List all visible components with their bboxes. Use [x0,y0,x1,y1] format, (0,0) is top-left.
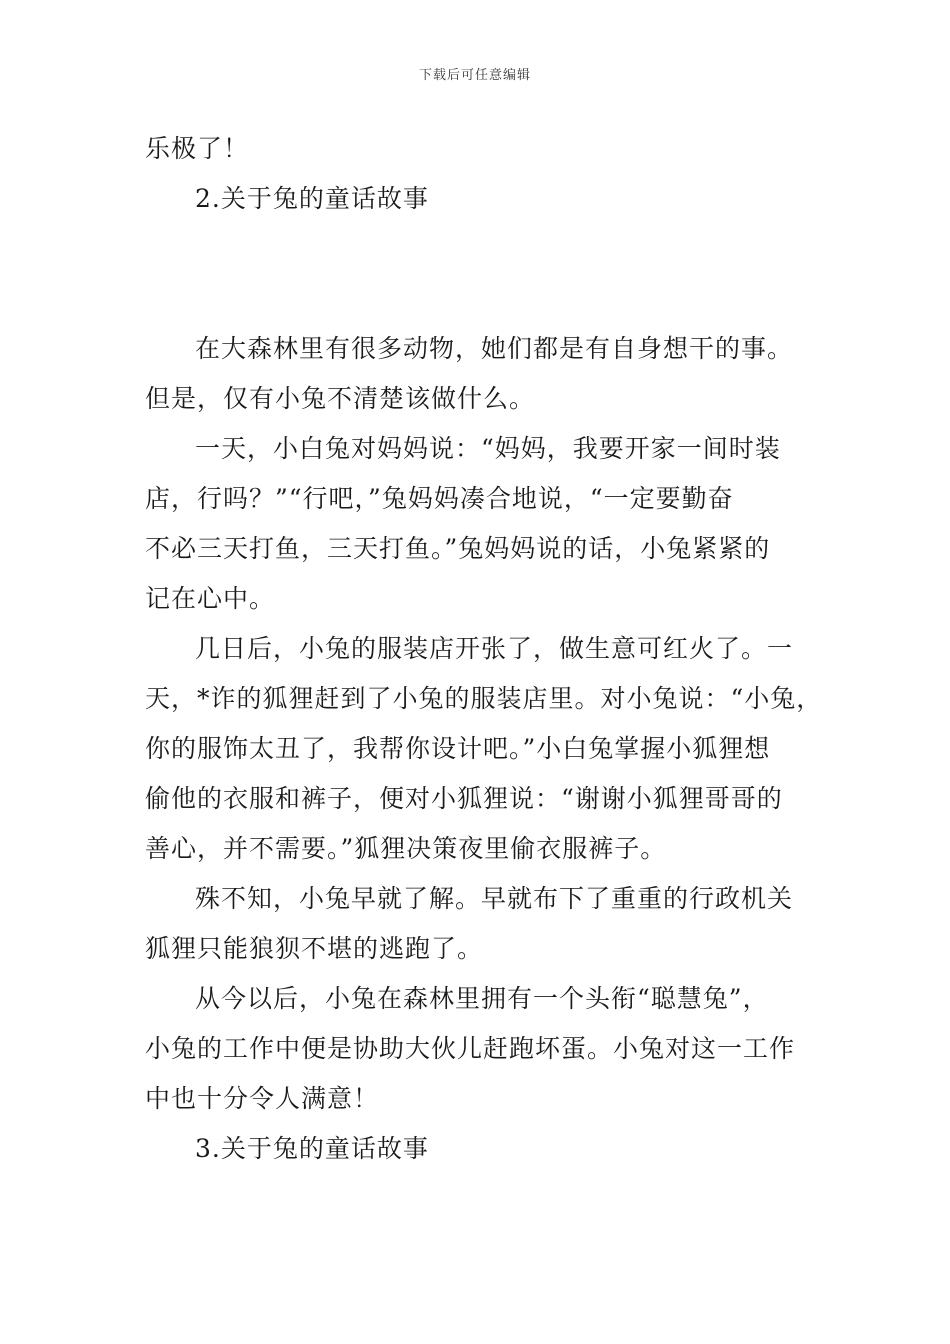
text-line: 但是，仅有小兔不清楚该做什么。 [145,384,536,413]
text-line: 小兔的工作中便是协助大伙儿赶跑坏蛋。小兔对这一工作 [145,1034,796,1063]
text-line: 狐狸只能狼狈不堪的逃跑了。 [145,934,484,963]
text-line: 善心，并不需要。”狐狸决策夜里偷衣服裤子。 [145,834,667,863]
text-line: 天，*诈的狐狸赶到了小兔的服装店里。对小兔说：“小兔， [145,684,823,713]
text-line: 你的服饰太丑了，我帮你设计吧。”小白兔掌握小狐狸想 [145,734,771,763]
section-heading: 2.关于兔的童话故事 [195,184,429,213]
text-line: 从今以后，小兔在森林里拥有一个头衔“聪慧兔”， [195,984,769,1013]
text-line: 店，行吗？”“行吧，”兔妈妈凑合地说，“一定要勤奋 [145,484,734,513]
text-line: 在大森林里有很多动物，她们都是有自身想干的事。 [195,334,794,363]
text-line: 乐极了！ [145,134,250,163]
text-line: 殊不知，小兔早就了解。早就布下了重重的行政机关 [195,884,794,913]
text-line: 中也十分令人满意！ [145,1084,380,1113]
text-line: 几日后，小兔的服装店开张了，做生意可红火了。一 [195,634,794,663]
text-line: 不必三天打鱼，三天打鱼。”兔妈妈说的话，小兔紧紧的 [145,534,771,563]
text-line: 偷他的衣服和裤子，便对小狐狸说：“谢谢小狐狸哥哥的 [145,784,783,813]
text-line: 记在心中。 [145,584,276,613]
text-line: 一天，小白兔对妈妈说：“妈妈，我要开家一间时装 [195,434,781,463]
page-header: 下载后可任意编辑 [418,68,531,83]
section-heading: 3.关于兔的童话故事 [195,1134,429,1163]
